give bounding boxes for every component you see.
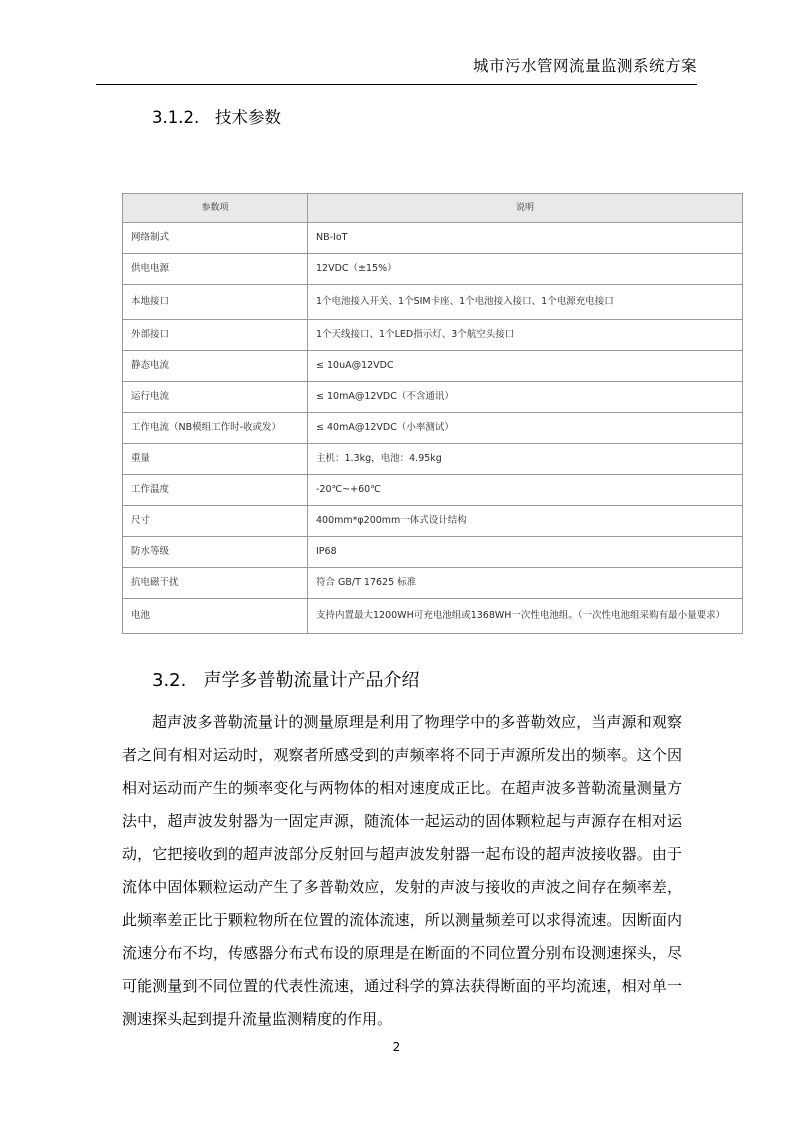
table-cell-value: 12VDC（±15%）: [308, 254, 743, 285]
table-cell-value: 1个电池接入开关、1个SIM卡座、1个电池接入接口、1个电源充电接口: [308, 285, 743, 320]
table-row: [123, 223, 743, 254]
table-row: [123, 413, 743, 444]
table-row: [123, 444, 743, 475]
table-cell-value: 符合 GB/T 17625 标准: [308, 568, 743, 599]
table-cell-key: 尺寸: [123, 506, 308, 537]
table-cell-key: 外部接口: [123, 320, 308, 351]
table-header-row: [123, 194, 743, 223]
page-header: [96, 56, 697, 88]
table-row: [123, 254, 743, 285]
table-cell-value: ≤ 10uA@12VDC: [308, 351, 743, 382]
page-number: 2: [392, 1040, 401, 1054]
table-cell-key: 静态电流: [123, 351, 308, 382]
column-header-description: 说明: [308, 194, 743, 223]
table-cell-key: 抗电磁干扰: [123, 568, 308, 599]
table-cell-value: 主机：1.3kg，电池：4.95kg: [308, 444, 743, 475]
table-row: [123, 320, 743, 351]
table-row: [123, 599, 743, 634]
body-paragraph: 超声波多普勒流量计的测量原理是利用了物理学中的多普勒效应，当声源和观察者之间有相对运动时，观察者所感受到的声频率将不同于声源所发出的频率。这个因相对运动而产生的频率变化与两物体的相对速度成正比。在超声波多普勒流量测量方法中，超声波发射器为一固定声源，随流体一起运动的固体颗粒起与声源存在相对运动，它把接收到的超声波部分反射回与超声波发射器一起布设的超声波接收器。由于流体中固体颗粒运动产生了多普勒效应，发射的声波与接收的声波之间存在频率差，此频率差正比于颗粒物所在位置的流体流速，所以测量频差可以求得流速。因断面内流速分布不均，传感器分布式布设的原理是在断面的不同位置分别布设测速探头，尽可能测量到不同位置的代表性流速，通过科学的算法获得断面的平均流速，相对单一测速探头起到提升流量监测精度的作用。: [122, 713, 682, 1028]
heading-technical-parameters: 3.1.2. 技术参数: [152, 108, 281, 127]
table-row: [123, 382, 743, 413]
header-divider: [96, 84, 697, 85]
table-row: [123, 285, 743, 320]
table-row: [123, 351, 743, 382]
table-cell-value: -20℃~+60℃: [308, 475, 743, 506]
table-cell-key: 防水等级: [123, 537, 308, 568]
table-row: [123, 537, 743, 568]
table-row: [123, 475, 743, 506]
table-cell-value: 支持内置最大1200WH可充电池组或1368WH一次性电池组。（一次性电池组采购有最小量要求）: [308, 599, 743, 634]
table-cell-key: 工作温度: [123, 475, 308, 506]
table-row: [123, 568, 743, 599]
table-cell-key: 工作电流（NB模组工作时-收或发）: [123, 413, 308, 444]
header-title: 城市污水管网流量监测系统方案: [472, 57, 697, 75]
heading-product-introduction: 3.2. 声学多普勒流量计产品介绍: [152, 670, 420, 691]
table-cell-value: ≤ 10mA@12VDC（不含通讯）: [308, 382, 743, 413]
table-cell-value: ≤ 40mA@12VDC（小率测试）: [308, 413, 743, 444]
table-cell-value: 400mm*φ200mm一体式设计结构: [308, 506, 743, 537]
table-cell-key: 本地接口: [123, 285, 308, 320]
table-cell-key: 重量: [123, 444, 308, 475]
table-cell-value: IP68: [308, 537, 743, 568]
technical-parameters-table: [122, 193, 743, 634]
table-cell-key: 供电电源: [123, 254, 308, 285]
table-row: [123, 506, 743, 537]
table-cell-key: 运行电流: [123, 382, 308, 413]
table-cell-value: NB-IoT: [308, 223, 743, 254]
column-header-parameter: 参数项: [123, 194, 308, 223]
table-cell-key: 网络制式: [123, 223, 308, 254]
table-cell-key: 电池: [123, 599, 308, 634]
table-cell-value: 1个天线接口、1个LED指示灯、3个航空头接口: [308, 320, 743, 351]
